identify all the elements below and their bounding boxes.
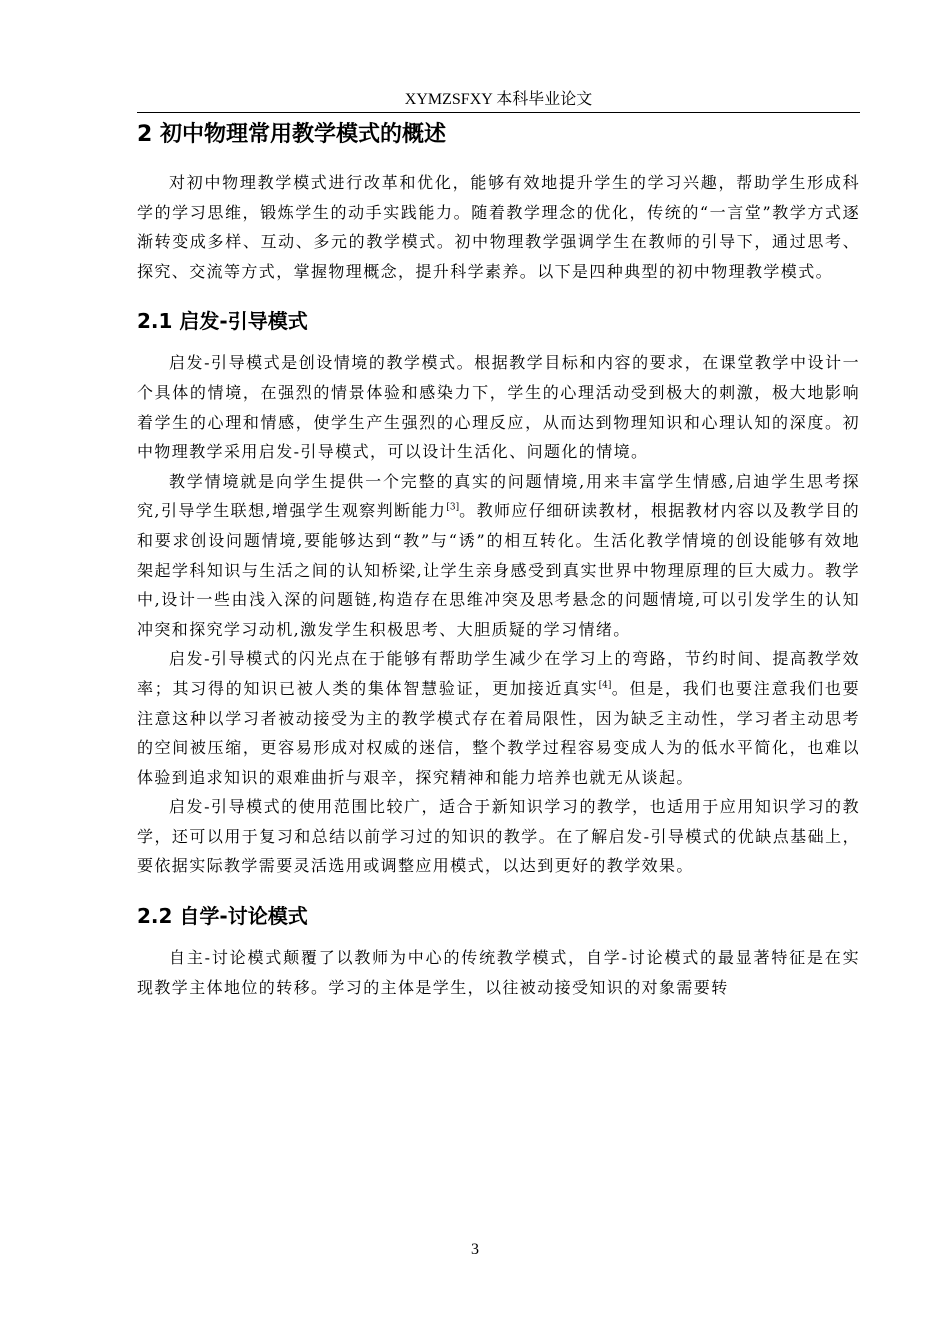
section-2-1-heading: 2.1 启发-引导模式: [137, 309, 308, 334]
paragraph-text: 。但是，我们也要注意我们也要注意这种以学习者被动接受为主的教学模式存在着局限性，因为缺乏主动性，学习者主动思考的空间被压缩，更容易形成对权威的迷信，整个教学过程容易变成人为的低水平简化，也难以体验到追求知识的艰难曲折与艰辛，探究精神和能力培养也就无从谈起。: [137, 678, 860, 787]
header-divider: [137, 112, 860, 113]
section-2-2-paragraph-1: 自主-讨论模式颠覆了以教师为中心的传统教学模式，自学-讨论模式的最显著特征是在实现教学主体地位的转移。学习的主体是学生，以往被动接受知识的对象需要转: [137, 948, 860, 997]
paragraph-text: 。教师应仔细研读教材，根据教材内容以及教学目的和要求创设问题情境,要能够达到“教”与“诱”的相互转化。生活化教学情境的创设能够有效地架起学科知识与生活之间的认知桥梁,让学生亲身感受到真实世界中物理原理的巨大威力。教学中,设计一些由浅入深的问题链,构造存在思维冲突及思考悬念的问题情境,可以引发学生的认知冲突和探究学习动机,激发学生积极思考、大胆质疑的学习情绪。: [137, 501, 861, 639]
section-2-1-paragraph-1: 启发-引导模式是创设情境的教学模式。根据教学目标和内容的要求，在课堂教学中设计一个具体的情境，在强烈的情景体验和感染力下，学生的心理活动受到极大的刺激，极大地影响着学生的心理和情感，使学生产生强烈的心理反应，从而达到物理知识和心理认知的深度。初中物理教学采用启发-引导模式，可以设计生活化、问题化的情境。: [137, 353, 860, 462]
section-2-1-paragraph-4: 启发-引导模式的使用范围比较广，适合于新知识学习的教学，也适用于应用知识学习的教学，还可以用于复习和总结以前学习过的知识的教学。在了解启发-引导模式的优缺点基础上，要依据实际教学需要灵活选用或调整应用模式，以达到更好的教学效果。: [137, 797, 860, 876]
page-body: [137, 118, 860, 1002]
paragraph-text: 启发-引导模式的闪光点在于能够有帮助学生减少在学习上的弯路，节约时间、提高教学效率；其习得的知识已被人类的集体智慧验证，更加接近真实: [137, 649, 860, 698]
section-2-1-paragraph-3: [137, 644, 860, 792]
section-2-1-paragraph-2: [137, 467, 860, 645]
citation-ref-4[interactable]: [4]: [598, 680, 612, 691]
citation-ref-3[interactable]: [3]: [446, 503, 460, 514]
page-number: 3: [471, 1241, 479, 1258]
paragraph-text: 教学情境就是向学生提供一个完整的真实的问题情境,用来丰富学生情感,启迪学生思考探究,引导学生联想,增强学生观察判断能力: [137, 471, 860, 521]
running-header: XYMZSFXY 本科毕业论文: [404, 91, 593, 108]
chapter-intro-paragraph: 对初中物理教学模式进行改革和优化，能够有效地提升学生的学习兴趣，帮助学生形成科学的学习思维，锻炼学生的动手实践能力。随着教学理念的优化，传统的“一言堂”教学方式逐渐转变成多样、互动、多元的教学模式。初中物理教学强调学生在教师的引导下，通过思考、探究、交流等方式，掌握物理概念，提升科学素养。以下是四种典型的初中物理教学模式。: [137, 173, 860, 281]
section-2-2-heading: 2.2 自学-讨论模式: [137, 904, 308, 929]
chapter-heading: 2 初中物理常用教学模式的概述: [137, 122, 446, 147]
